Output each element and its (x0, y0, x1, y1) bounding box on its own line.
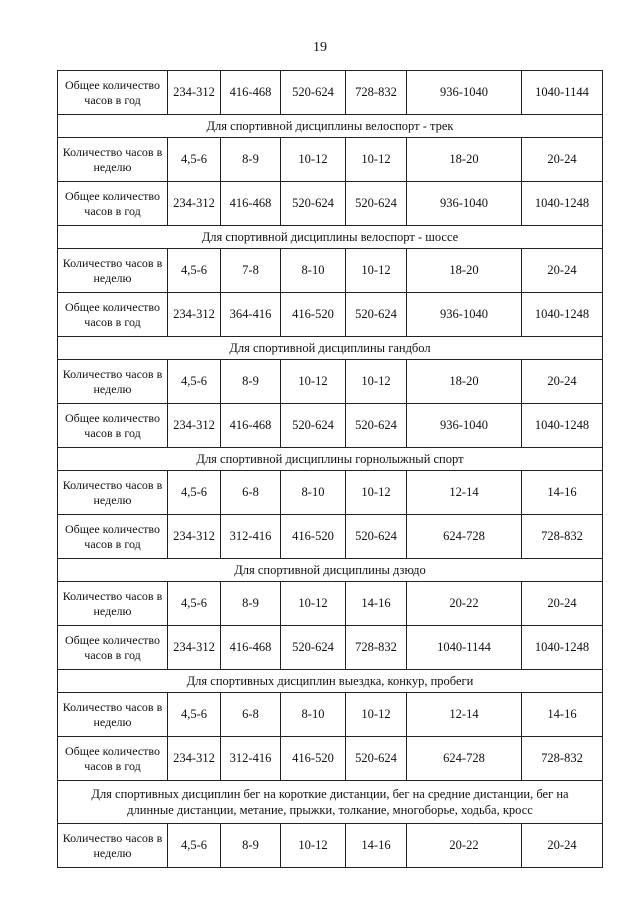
table-cell: 416-468 (221, 182, 281, 225)
table-cell: 1040-1248 (522, 404, 603, 447)
table-cell: 4,5-6 (168, 249, 221, 292)
table-cell: 14-16 (522, 693, 603, 736)
table-cell: 416-468 (221, 404, 281, 447)
sections-container (58, 115, 603, 868)
table-row (58, 138, 603, 182)
table-cell: 234-312 (168, 293, 221, 336)
table-cell: 4,5-6 (168, 471, 221, 514)
section-title: Для спортивных дисциплин бег на короткие дистанции, бег на средние дистанции, бег на длинные дистанции, метание, прыжки, толкание, многоборье, ходьба, кросс (58, 781, 603, 823)
section-title: Для спортивной дисциплины велоспорт - трек (58, 115, 603, 137)
table-cell: 4,5-6 (168, 138, 221, 181)
table-cell: 18-20 (407, 360, 522, 403)
row-label: Общее количество часов в год (58, 71, 168, 114)
row-label: Общее количество часов в год (58, 626, 168, 669)
table-cell: 728-832 (346, 626, 407, 669)
table-cell: 20-24 (522, 824, 603, 867)
table-row (58, 515, 603, 559)
table-row (58, 471, 603, 515)
table-cell: 234-312 (168, 626, 221, 669)
table-cell: 12-14 (407, 693, 522, 736)
table-cell: 20-22 (407, 582, 522, 625)
table-cell: 4,5-6 (168, 360, 221, 403)
table-row (58, 737, 603, 781)
table-cell: 1040-1248 (522, 626, 603, 669)
table-cell: 416-520 (281, 293, 346, 336)
table-cell: 8-10 (281, 249, 346, 292)
table-cell: 20-22 (407, 824, 522, 867)
table-cell: 10-12 (281, 360, 346, 403)
table-cell: 520-624 (346, 293, 407, 336)
table-cell: 312-416 (221, 515, 281, 558)
table-cell: 10-12 (346, 138, 407, 181)
table-cell: 312-416 (221, 737, 281, 780)
table-cell: 416-520 (281, 737, 346, 780)
section-header-row (58, 226, 603, 249)
table-cell: 520-624 (346, 515, 407, 558)
table-row (58, 626, 603, 670)
table-cell: 6-8 (221, 471, 281, 514)
table-cell: 8-9 (221, 582, 281, 625)
table-cell: 234-312 (168, 515, 221, 558)
table-cell: 520-624 (346, 182, 407, 225)
table-cell: 14-16 (346, 582, 407, 625)
table-cell: 18-20 (407, 249, 522, 292)
table-cell: 10-12 (346, 471, 407, 514)
table-cell: 936-1040 (407, 71, 522, 114)
table-cell: 4,5-6 (168, 824, 221, 867)
table-row (58, 71, 603, 115)
table-row (58, 693, 603, 737)
table-row (58, 360, 603, 404)
table-row (58, 582, 603, 626)
row-label: Общее количество часов в год (58, 404, 168, 447)
hours-table (57, 70, 603, 868)
row-label: Количество часов в неделю (58, 693, 168, 736)
page-number: 19 (313, 40, 327, 55)
table-cell: 520-624 (281, 404, 346, 447)
table-cell: 12-14 (407, 471, 522, 514)
table-cell: 520-624 (281, 71, 346, 114)
table-cell: 8-9 (221, 360, 281, 403)
table-cell: 20-24 (522, 249, 603, 292)
row-label: Общее количество часов в год (58, 737, 168, 780)
table-cell: 8-10 (281, 471, 346, 514)
table-cell: 520-624 (281, 626, 346, 669)
section-title: Для спортивной дисциплины горнолыжный спорт (58, 448, 603, 470)
table-cell: 14-16 (346, 824, 407, 867)
section-header-row (58, 448, 603, 471)
table-cell: 20-24 (522, 138, 603, 181)
section-header-row (58, 559, 603, 582)
table-cell: 20-24 (522, 582, 603, 625)
row-label: Количество часов в неделю (58, 360, 168, 403)
section-header-row (58, 670, 603, 693)
table-cell: 624-728 (407, 737, 522, 780)
table-cell: 234-312 (168, 182, 221, 225)
row-label: Количество часов в неделю (58, 471, 168, 514)
table-cell: 416-468 (221, 71, 281, 114)
table-cell: 728-832 (522, 737, 603, 780)
table-cell: 4,5-6 (168, 582, 221, 625)
table-cell: 8-10 (281, 693, 346, 736)
section-title: Для спортивной дисциплины велоспорт - шоссе (58, 226, 603, 248)
table-row (58, 404, 603, 448)
table-row (58, 824, 603, 868)
table-row (58, 182, 603, 226)
table-cell: 728-832 (346, 71, 407, 114)
row-label: Количество часов в неделю (58, 138, 168, 181)
section-header-row (58, 337, 603, 360)
table-row (58, 293, 603, 337)
row-label: Общее количество часов в год (58, 515, 168, 558)
table-cell: 1040-1248 (522, 182, 603, 225)
table-cell: 520-624 (346, 404, 407, 447)
section-title: Для спортивных дисциплин выездка, конкур, пробеги (58, 670, 603, 692)
table-cell: 936-1040 (407, 182, 522, 225)
row-label: Количество часов в неделю (58, 824, 168, 867)
table-cell: 234-312 (168, 71, 221, 114)
table-cell: 234-312 (168, 404, 221, 447)
table-cell: 10-12 (346, 360, 407, 403)
table-cell: 10-12 (281, 582, 346, 625)
table-cell: 520-624 (281, 182, 346, 225)
table-cell: 1040-1144 (522, 71, 603, 114)
table-cell: 20-24 (522, 360, 603, 403)
table-cell: 936-1040 (407, 404, 522, 447)
table-cell: 624-728 (407, 515, 522, 558)
table-cell: 7-8 (221, 249, 281, 292)
row-label: Общее количество часов в год (58, 182, 168, 225)
row-label: Количество часов в неделю (58, 249, 168, 292)
table-cell: 8-9 (221, 138, 281, 181)
table-cell: 936-1040 (407, 293, 522, 336)
table-cell: 416-468 (221, 626, 281, 669)
table-cell: 6-8 (221, 693, 281, 736)
table-cell: 1040-1248 (522, 293, 603, 336)
table-cell: 18-20 (407, 138, 522, 181)
row-label: Общее количество часов в год (58, 293, 168, 336)
table-cell: 728-832 (522, 515, 603, 558)
section-header-row (58, 781, 603, 824)
table-cell: 234-312 (168, 737, 221, 780)
table-cell: 4,5-6 (168, 693, 221, 736)
table-cell: 8-9 (221, 824, 281, 867)
table-cell: 1040-1144 (407, 626, 522, 669)
section-title: Для спортивной дисциплины дзюдо (58, 559, 603, 581)
table-cell: 416-520 (281, 515, 346, 558)
table-cell: 10-12 (281, 138, 346, 181)
table-cell: 10-12 (346, 249, 407, 292)
section-title: Для спортивной дисциплины гандбол (58, 337, 603, 359)
table-cell: 10-12 (346, 693, 407, 736)
row-label: Количество часов в неделю (58, 582, 168, 625)
table-cell: 10-12 (281, 824, 346, 867)
table-cell: 520-624 (346, 737, 407, 780)
table-cell: 364-416 (221, 293, 281, 336)
table-cell: 14-16 (522, 471, 603, 514)
table-row (58, 249, 603, 293)
section-header-row (58, 115, 603, 138)
